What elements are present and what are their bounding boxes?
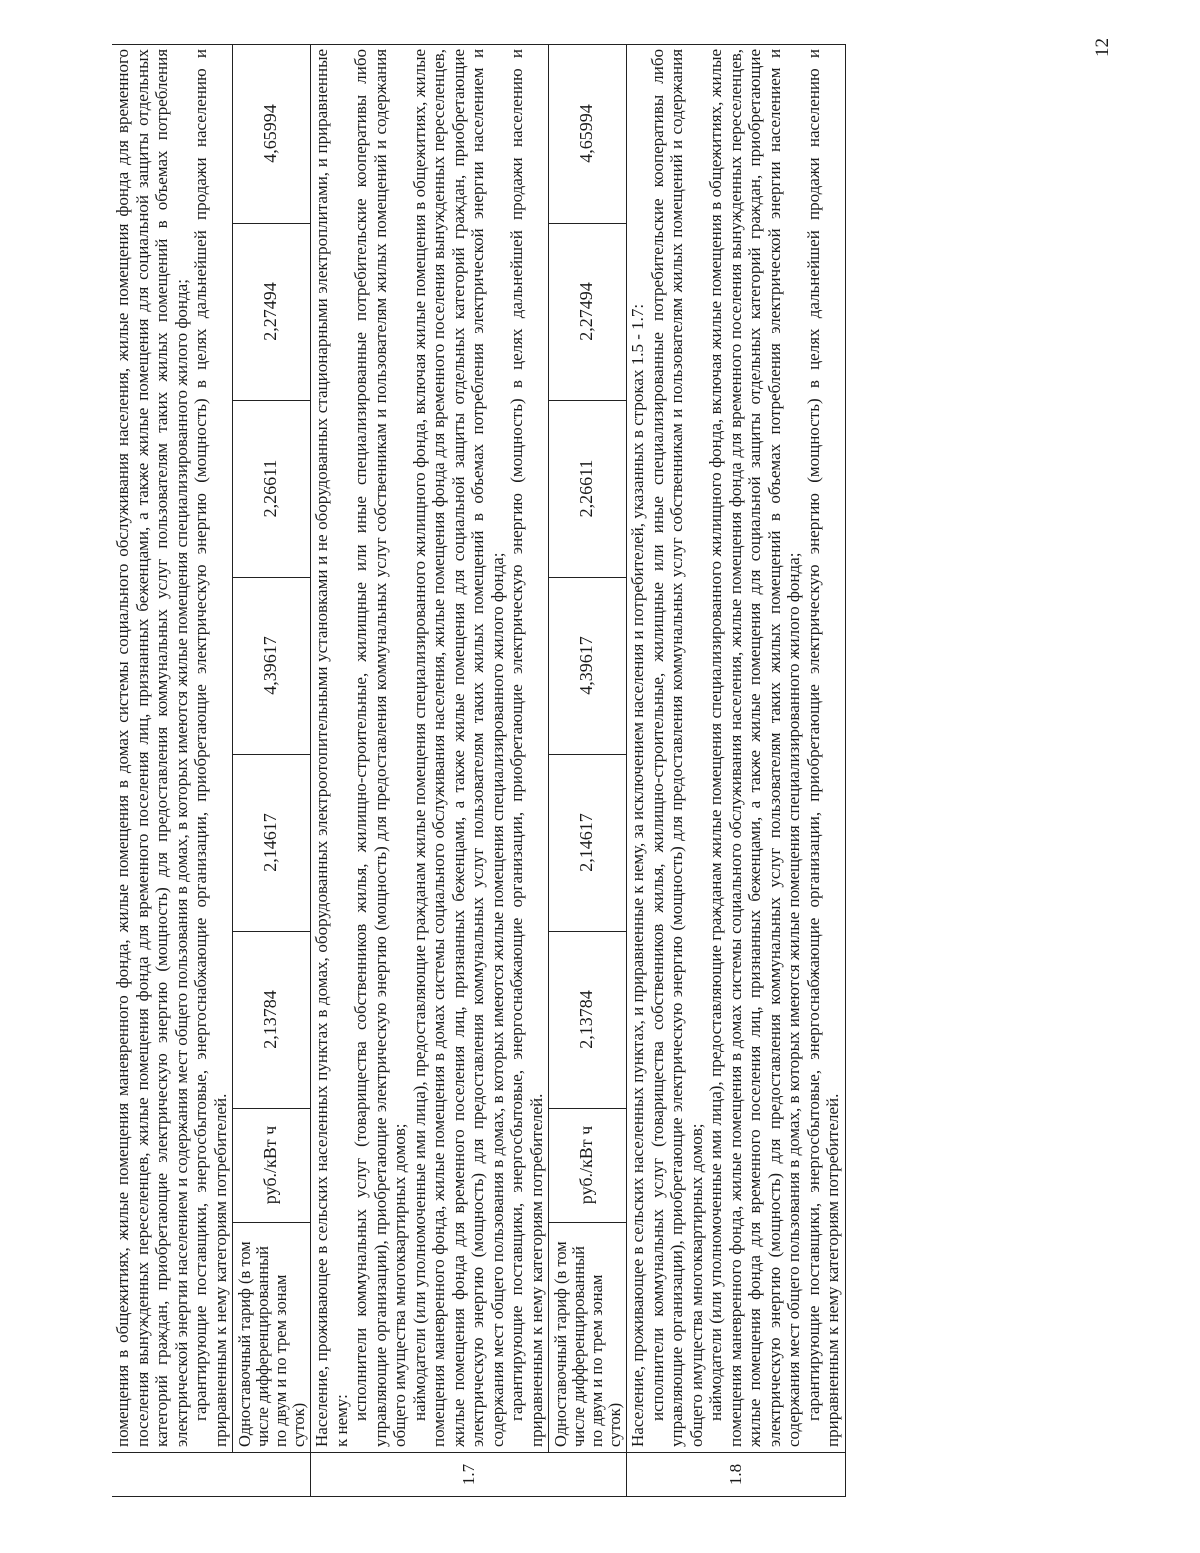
tariff-row: [233, 44, 311, 1496]
tariff-value: 2,27494: [549, 224, 627, 401]
tariff-value: 4,39617: [549, 578, 627, 755]
section-text-row: [627, 44, 846, 1496]
section-text: [627, 44, 846, 1452]
text-paragraph: гарантирующие поставщики, энергосбытовые, энергоснабжающие организации, приобретающие электрическую энергию (мощность) в целях дальнейшей продажи населению и приравненным к нему категориям потребителей.: [507, 48, 546, 1447]
tariff-value: 4,65994: [549, 44, 627, 223]
row-number: 1.8: [627, 1453, 846, 1497]
continuation-text-row: [112, 44, 233, 1496]
tariff-unit: руб./кВт ч: [233, 1109, 311, 1223]
tariff-row: [549, 44, 627, 1496]
tariff-value: 2,13784: [549, 932, 627, 1109]
tariff-table: [112, 44, 846, 1497]
tariff-value: 2,14617: [549, 755, 627, 932]
row-number-cell: [112, 1453, 311, 1497]
section-text-row: [311, 44, 549, 1496]
page-number: 12: [1092, 38, 1113, 57]
tariff-value: 2,13784: [233, 932, 311, 1109]
tariff-value: 2,14617: [233, 755, 311, 932]
continuation-text: [112, 44, 233, 1452]
section-text: [311, 44, 549, 1452]
tariff-value: 2,27494: [233, 224, 311, 401]
text-paragraph: исполнители коммунальных услуг (товарищества собственников жилья, жилищно-строительные, жилищные или иные специализированные потребительские кооперативы либо управляющие организации), приобретающие электрическую энергию (мощность) для предоставления коммунальных услуг собственникам и пользователям жилых помещений и содержания общего имущества многоквартирных домов;: [647, 48, 706, 1447]
row-number: 1.7: [311, 1453, 627, 1497]
text-paragraph: исполнители коммунальных услуг (товарищества собственников жилья, жилищно-строительные, жилищные или иные специализированные потребительские кооперативы либо управляющие организации), приобретающие электрическую энергию (мощность) для предоставления коммунальных услуг собственникам и пользователям жилых помещений и содержания общего имущества многоквартирных домов;: [351, 48, 409, 1447]
tariff-unit: руб./кВт ч: [549, 1109, 627, 1223]
tariff-value: 2,26611: [549, 401, 627, 578]
text-paragraph: Население, проживающее в сельских населенных пунктах в домах, оборудованных электроотопительными установками и не оборудованных стационарными электроплитами, и приравненные к нему:: [312, 48, 351, 1447]
text-paragraph: гарантирующие поставщики, энергосбытовые, энергоснабжающие организации, приобретающие электрическую энергию (мощность) в целях дальнейшей продажи населению и приравненным к нему категориям потребителей.: [803, 48, 842, 1447]
text-paragraph: наймодатели (или уполномоченные ими лица), предоставляющие гражданам жилые помещения специализированного жилищного фонда, включая жилые помещения в общежитиях, жилые помещения маневренного фонда, жилые помещения в домах системы социального обслуживания населения, жилые помещения фонда для временного поселения вынужденных переселенцев, жилые помещения фонда для временного поселения лиц, признанных беженцами, а также жилые помещения для социальной защиты отдельных категорий граждан, приобретающие электрическую энергию (мощность) для предоставления коммунальных услуг пользователям таких жилых помещений в объемах потребления электрической энергии населением и содержания мест общего пользования в домах, в которых имеются жилые помещения специализированного жилого фонда;: [409, 48, 507, 1447]
text-paragraph: Население, проживающее в сельских населенных пунктах, и приравненные к нему, за исключением населения и потребителей, указанных в строках 1.5 - 1.7:: [628, 303, 647, 1447]
tariff-label: Одноставочный тариф (в том числе дифференцированный по двум и по трем зонам суток): [233, 1223, 311, 1453]
tariff-value: 4,65994: [233, 44, 311, 223]
text-paragraph: гарантирующие поставщики, энергосбытовые, энергоснабжающие организации, приобретающие электрическую энергию (мощность) в целях дальнейшей продажи населению и приравненным к нему категориям потребителей.: [191, 48, 230, 1447]
text-paragraph: помещения в общежитиях, жилые помещения маневренного фонда, жилые помещения в домах системы социального обслуживания населения, жилые помещения фонда для временного поселения вынужденных переселенцев, жилые помещения фонда для временного поселения лиц, признанных беженцами, а также жилые помещения для социальной защиты отдельных категорий граждан, приобретающие электрическую энергию (мощность) для предоставления коммунальных услуг пользователям таких жилых помещений в объемах потребления электрической энергии населением и содержания мест общего пользования в домах, в которых имеются жилые помещения специализированного жилого фонда;: [113, 48, 191, 1447]
tariff-label: Одноставочный тариф (в том числе дифференцированный по двум и по трем зонам суток): [549, 1223, 627, 1453]
tariff-value: 4,39617: [233, 578, 311, 755]
text-paragraph: наймодатели (или уполномоченные ими лица), предоставляющие гражданам жилые помещения специализированного жилищного фонда, включая жилые помещения в общежитиях, жилые помещения маневренного фонда, жилые помещения в домах системы социального обслуживания населения, жилые помещения фонда для временного поселения вынужденных переселенцев, жилые помещения фонда для временного поселения лиц, признанных беженцами, а также жилые помещения для социальной защиты отдельных категорий граждан, приобретающие электрическую энергию (мощность) для предоставления коммунальных услуг пользователям таких жилых помещений в объемах потребления электрической энергии населением и содержания мест общего пользования в домах, в которых имеются жилые помещения специализированного жилого фонда;: [706, 48, 803, 1447]
tariff-value: 2,26611: [233, 401, 311, 578]
